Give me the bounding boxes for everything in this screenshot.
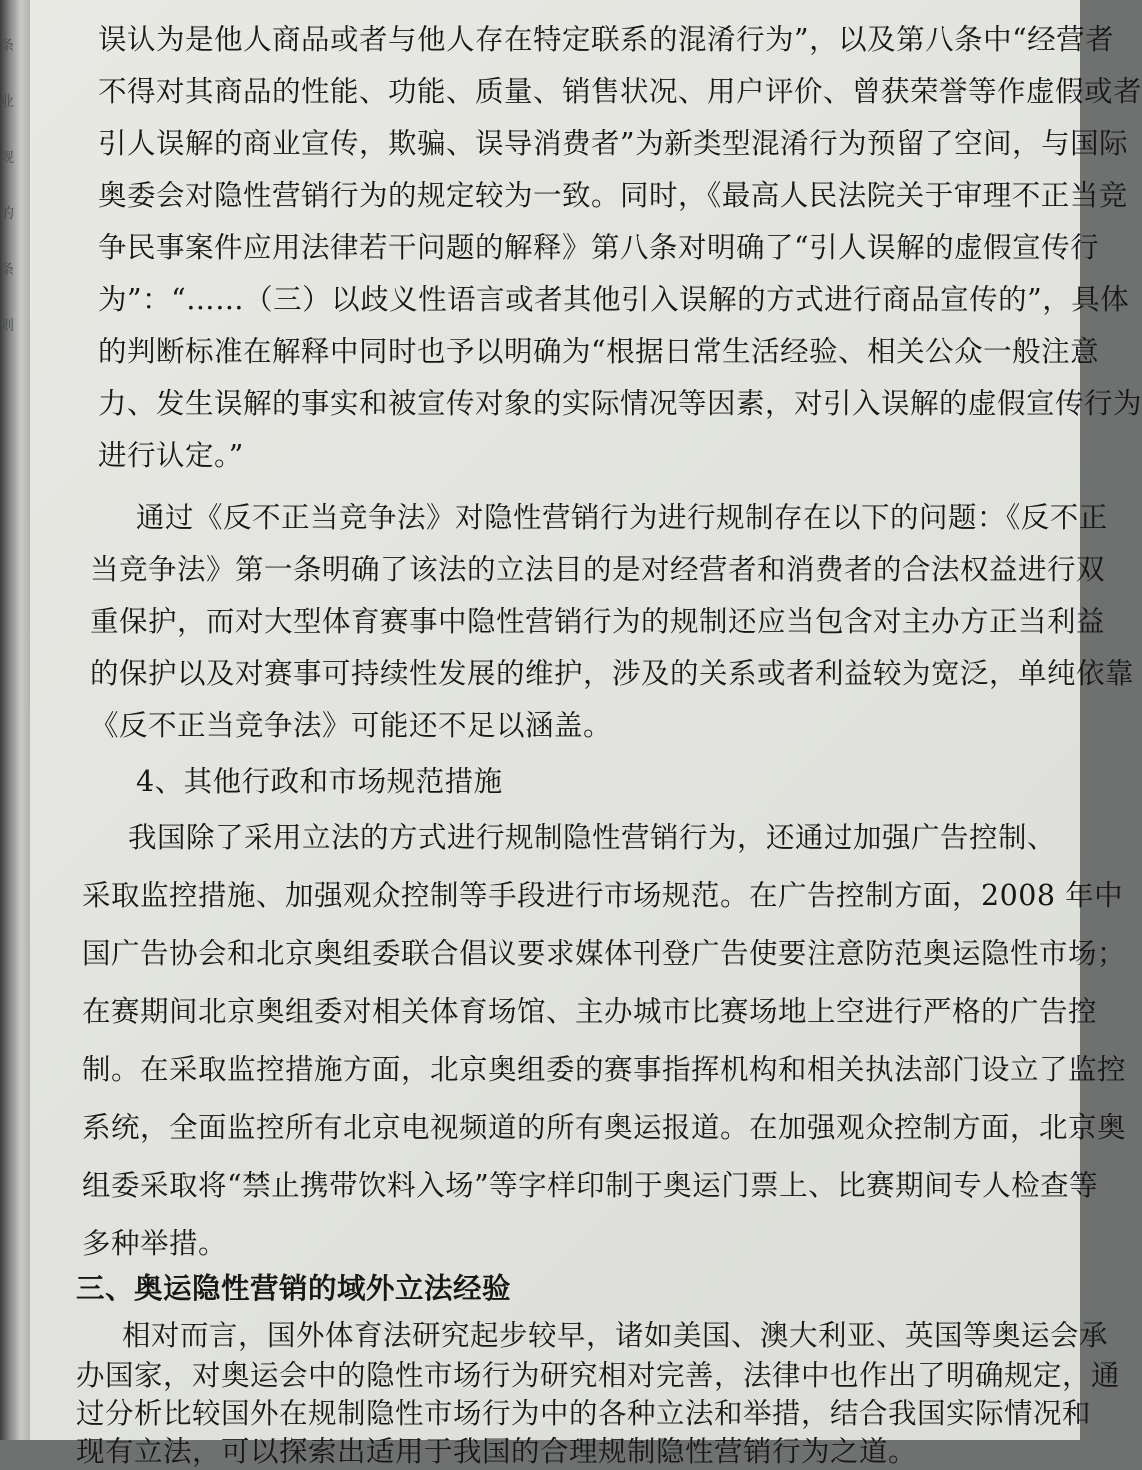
text-line: 重保护，而对大型体育赛事中隐性营销行为的规制还应当包含对主办方正当利益 [90,605,1106,638]
text-line: 当竞争法》第一条明确了该法的立法目的是对经营者和消费者的合法权益进行双 [90,553,1106,586]
document-page [30,0,1142,1468]
text-line: 多种举措。 [82,1227,228,1260]
text-line: 争民事案件应用法律若干问题的解释》第八条对明确了“引人误解的虚假宣传行 [98,231,1100,264]
text-line: 的保护以及对赛事可持续性发展的维护，涉及的关系或者利益较为宽泛，单纯依靠 [90,657,1135,690]
text-line: 的判断标准在解释中同时也予以明确为“根据日常生活经验、相关公众一般注意 [98,335,1100,368]
adjacent-page-edge [0,0,14,420]
adjacent-page-glyph: 的 [0,206,14,222]
text-line: 国广告协会和北京奥组委联合倡议要求媒体刊登广告使要注意防范奥运隐性市场； [82,937,1127,970]
chapter-heading: 三、奥运隐性营销的域外立法经验 [76,1271,512,1305]
adjacent-page-glyph: 条 [0,38,14,54]
text-line: 不得对其商品的性能、功能、质量、销售状况、用户评价、曾获荣誉等作虚假或者 [98,75,1142,108]
text-line: 通过《反不正当竞争法》对隐性营销行为进行规制存在以下的问题：《反不正 [136,501,1108,534]
text-line: 进行认定。” [98,439,244,472]
text-line: 《反不正当竞争法》可能还不足以涵盖。 [90,709,613,742]
adjacent-page-glyph: 则 [0,318,14,334]
text-line: 制。在采取监控措施方面，北京奥组委的赛事指挥机构和相关执法部门设立了监控 [82,1053,1127,1086]
text-line: 现有立法，可以探索出适用于我国的合理规制隐性营销行为之道。 [76,1435,918,1468]
text-line: 过分析比较国外在规制隐性市场行为中的各种立法和举措，结合我国实际情况和 [76,1397,1092,1430]
book-spine [0,0,30,1440]
text-line: 系统，全面监控所有北京电视频道的所有奥运报道。在加强观众控制方面，北京奥 [82,1111,1127,1144]
adjacent-page-glyph: 条 [0,262,14,278]
adjacent-page-glyph: 规 [0,150,14,166]
text-line: 采取监控措施、加强观众控制等手段进行市场规范。在广告控制方面，2008 年中 [82,879,1124,912]
adjacent-page-glyph: 业 [0,94,14,110]
text-line: 办国家，对奥运会中的隐性市场行为研究相对完善，法律中也作出了明确规定，通 [76,1359,1121,1392]
text-line: 相对而言，国外体育法研究起步较早，诸如美国、澳大利亚、英国等奥运会承 [122,1319,1109,1352]
text-line: 为”：“……（三）以歧义性语言或者其他引入误解的方式进行商品宣传的”，具体 [98,283,1130,316]
text-line: 引人误解的商业宣传，欺骗、误导消费者”为新类型混淆行为预留了空间，与国际 [98,127,1129,160]
text-line: 力、发生误解的事实和被宣传对象的实际情况等因素，对引入误解的虚假宣传行为 [98,387,1142,420]
section-heading: 4、其他行政和市场规范措施 [136,765,503,798]
text-line: 我国除了采用立法的方式进行规制隐性营销行为，还通过加强广告控制、 [128,821,1057,854]
text-line: 在赛期间北京奥组委对相关体育场馆、主办城市比赛场地上空进行严格的广告控 [82,995,1098,1028]
text-line: 误认为是他人商品或者与他人存在特定联系的混淆行为”，以及第八条中“经营者 [98,23,1115,56]
text-line: 奥委会对隐性营销行为的规定较为一致。同时，《最高人民法院关于审理不正当竞 [98,179,1128,212]
text-line: 组委采取将“禁止携带饮料入场”等字样印制于奥运门票上、比赛期间专人检查等 [82,1169,1099,1202]
